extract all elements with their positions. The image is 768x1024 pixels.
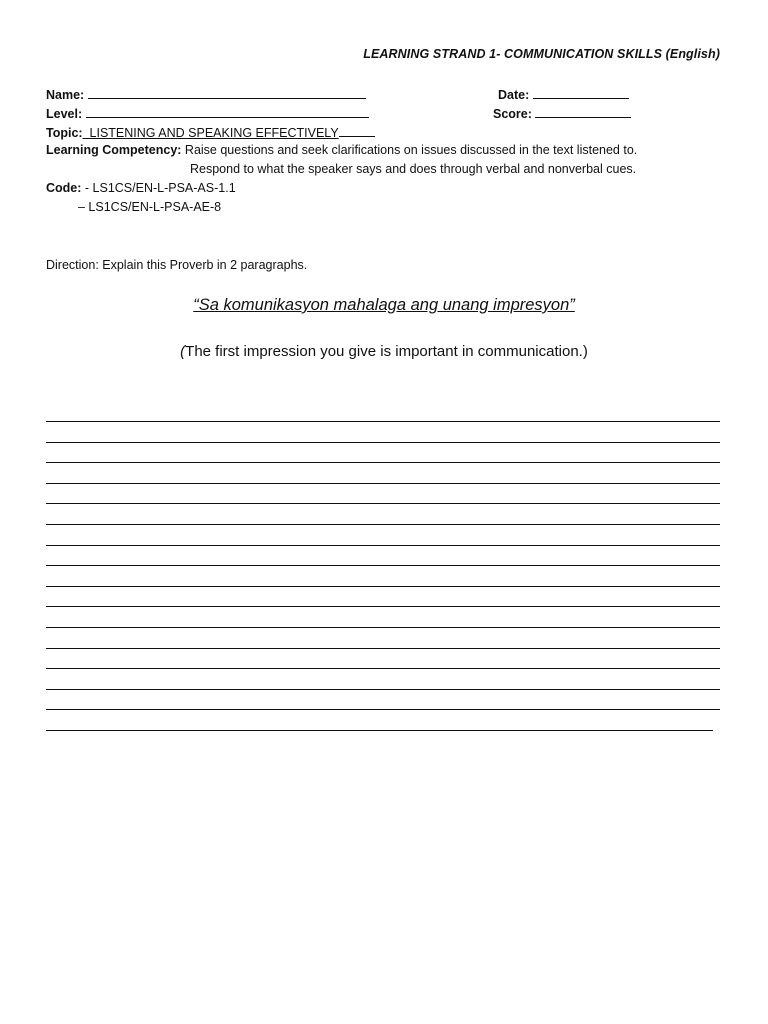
answer-line[interactable]	[46, 462, 720, 463]
answer-line[interactable]	[46, 606, 720, 607]
answer-line[interactable]	[46, 648, 720, 649]
name-label: Name:	[46, 88, 85, 102]
answer-line[interactable]	[46, 689, 720, 690]
topic-value: LISTENING AND SPEAKING EFFECTIVELY	[82, 126, 339, 140]
answer-lines[interactable]	[46, 421, 720, 751]
translation-open-paren: (	[180, 343, 186, 360]
level-label: Level:	[46, 107, 83, 121]
code-text-2: – LS1CS/EN-L-PSA-AE-8	[78, 200, 222, 214]
score-label: Score:	[493, 107, 532, 121]
date-label: Date:	[498, 88, 530, 102]
competency-text-1: Raise questions and seek clarifications on issues discussed in the text listened to.	[184, 143, 638, 157]
code-text-1: - LS1CS/EN-L-PSA-AS-1.1	[84, 181, 236, 195]
answer-line[interactable]	[46, 524, 720, 525]
strand-title: LEARNING STRAND 1- COMMUNICATION SKILLS (English)	[363, 47, 720, 61]
score-row	[493, 105, 631, 121]
answer-line[interactable]	[46, 586, 720, 587]
answer-line[interactable]	[46, 483, 720, 484]
answer-line[interactable]	[46, 627, 720, 628]
answer-line[interactable]	[46, 668, 720, 669]
code-row	[46, 181, 236, 195]
date-row	[498, 86, 629, 102]
topic-row	[46, 124, 375, 140]
direction-text: Direction: Explain this Proverb in 2 paragraphs.	[46, 258, 308, 272]
date-blank[interactable]	[533, 86, 629, 99]
answer-line[interactable]	[46, 421, 720, 422]
topic-label: Topic:	[46, 126, 83, 140]
name-row	[46, 86, 366, 102]
answer-line[interactable]	[46, 565, 720, 566]
competency-row	[46, 143, 637, 157]
answer-line[interactable]	[46, 709, 720, 710]
answer-line[interactable]	[46, 545, 720, 546]
proverb: “Sa komunikasyon mahalaga ang unang impresyon”	[193, 296, 575, 314]
translation-text: The first impression you give is important in communication.)	[185, 343, 588, 360]
translation	[0, 343, 768, 360]
score-blank[interactable]	[535, 105, 631, 118]
competency-text-2: Respond to what the speaker says and does through verbal and nonverbal cues.	[190, 162, 637, 176]
answer-line[interactable]	[46, 442, 720, 443]
name-blank[interactable]	[88, 86, 366, 99]
answer-line[interactable]	[46, 730, 713, 731]
answer-line[interactable]	[46, 503, 720, 504]
code-label: Code:	[46, 181, 82, 195]
competency-label: Learning Competency:	[46, 143, 182, 157]
level-blank[interactable]	[86, 105, 369, 118]
topic-blank	[339, 124, 375, 137]
level-row	[46, 105, 369, 121]
